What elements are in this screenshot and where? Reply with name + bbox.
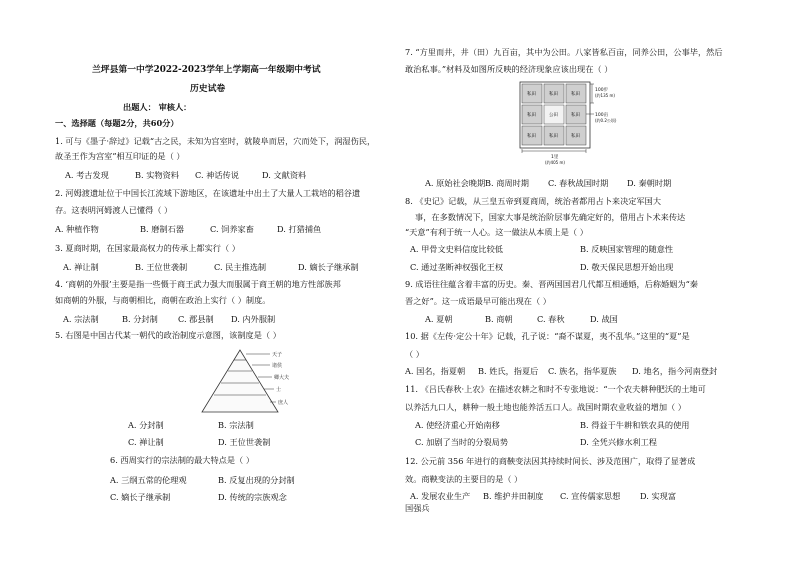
field-label: 私田: [571, 92, 580, 97]
pyramid-level-4: 士: [276, 387, 282, 393]
q1-line2: 故圣王作为宫室”相互印证的是（ ）: [55, 151, 185, 161]
q6-option-a[interactable]: A. 三纲五常的伦理观: [110, 475, 187, 485]
q8-line1: 8. 《史记》记载，从三皇五帝到夏商周，统治者都用占卜来决定军国大: [405, 196, 662, 206]
q8-line2: 事，在多数情况下，国家大事是统治阶层事先确定好的，借用占卜术来传达: [415, 212, 686, 222]
pyramid-outline: [202, 350, 278, 412]
pyramid-level-2: 诸侯: [272, 363, 283, 369]
label-100mu-sub: (约0.2公顷): [595, 118, 617, 123]
exam-title: 兰坪县第一中学2022-2023学年上学期高一年级期中考试: [92, 65, 321, 75]
q1-option-b[interactable]: B. 实物资料: [135, 170, 179, 180]
q12-option-d-cont: 国强兵: [405, 503, 430, 513]
field-label: 私田: [527, 134, 536, 139]
q6-option-d[interactable]: D. 传统的宗族观念: [218, 492, 287, 502]
q8-option-c[interactable]: C. 通过垄断神权强化王权: [410, 262, 504, 272]
q1-option-c[interactable]: C. 神话传说: [195, 170, 239, 180]
q11-option-a[interactable]: A. 使经济重心开始南移: [415, 420, 500, 430]
q6-option-c[interactable]: C. 嫡长子继承制: [110, 492, 171, 502]
label-100bu-sub: (约135 m): [595, 93, 615, 98]
q10-option-c[interactable]: C. 族名，指华夏族: [548, 366, 617, 376]
q9-line1: 9. 成语往往蕴含着丰富的历史。秦、晋两国国君几代都互相通婚，后称婚姻为“秦: [405, 279, 698, 289]
q4-option-c[interactable]: C. 郡县制: [178, 314, 214, 324]
q3-line1: 3. 夏商时期，在国家最高权力的传承上都实行（ ）: [55, 243, 240, 253]
section-title: 一、选择题（每题2分，共60分）: [55, 118, 179, 128]
q3-option-d[interactable]: D. 嫡长子继承制: [298, 262, 359, 272]
q2-option-a[interactable]: A. 种植作物: [55, 224, 99, 234]
q8-option-a[interactable]: A. 甲骨文史料信度比较低: [410, 244, 503, 254]
q9-option-b[interactable]: B. 商朝: [485, 314, 513, 324]
q1-option-a[interactable]: A. 考古发现: [65, 170, 109, 180]
q10-line1: 10. 据《左传·定公十年》记载，孔子说：“裔不谋夏，夷不乱华。”这里的“夏”是: [405, 331, 690, 341]
q12-line2: 效。商鞅变法的主要目的是（ ）: [405, 474, 523, 484]
q4-line2: 如商朝的外服，与商朝相比，商朝在政治上实行（ ）制度。: [55, 295, 271, 305]
q2-line2: 存。这表明河姆渡人已懂得（ ）: [55, 205, 173, 215]
q9-line2: 晋之好”。这一成语最早可能出现在（ ）: [405, 296, 551, 306]
q5-line1: 5. 右图是中国古代某一朝代的政治制度示意图，该制度是（ ）: [55, 330, 281, 340]
q7-line2: 敢治私事。”材料及如图所反映的经济现象应该出现在（ ）: [405, 64, 613, 74]
field-label: 私田: [527, 92, 536, 97]
q4-option-d[interactable]: D. 内外服制: [231, 314, 276, 324]
q7-option-a[interactable]: A. 原始社会晚期: [425, 178, 486, 188]
q9-option-d[interactable]: D. 战国: [590, 314, 618, 324]
q12-option-a[interactable]: A. 发展农业生产: [410, 491, 471, 501]
label-100bu: 100步: [595, 88, 609, 93]
q2-line1: 2. 河姆渡遗址位于中国长江流域下游地区，在该遗址中出土了大量人工栽培的稻谷遗: [55, 188, 361, 198]
field-label: 私田: [571, 113, 580, 118]
q5-option-b[interactable]: B. 宗法制: [218, 420, 254, 430]
q12-option-d[interactable]: D. 实现富: [640, 491, 677, 501]
q4-option-a[interactable]: A. 宗法制: [63, 314, 99, 324]
q9-option-a[interactable]: A. 夏朝: [425, 314, 453, 324]
q5-option-d[interactable]: D. 王位世袭制: [218, 437, 271, 447]
q2-option-b[interactable]: B. 磨制石器: [140, 224, 184, 234]
q8-option-d[interactable]: D. 敬天保民思想开始出现: [580, 262, 674, 272]
q3-option-c[interactable]: C. 民主推选制: [214, 262, 267, 272]
q3-option-b[interactable]: B. 王位世袭制: [135, 262, 188, 272]
q6-option-b[interactable]: B. 反复出现的分封制: [218, 475, 295, 485]
q7-option-c[interactable]: C. 春秋战国时期: [548, 178, 609, 188]
q12-option-c[interactable]: C. 宣传儒家思想: [560, 491, 621, 501]
q7-line1: 7. “方里而井，井（田）九百亩，其中为公田。八家皆私百亩，同养公田，公事毕，然后: [405, 47, 723, 57]
q10-line2: （ ）: [405, 349, 424, 359]
field-label: 私田: [549, 134, 558, 139]
q7-option-b[interactable]: B. 商周时期: [485, 178, 529, 188]
label-1li: 1里: [551, 155, 559, 160]
q3-option-a[interactable]: A. 禅让制: [63, 262, 99, 272]
q11-option-d[interactable]: D. 全凭兴修水利工程: [580, 437, 657, 447]
q10-option-a[interactable]: A. 国名，指夏朝: [405, 366, 466, 376]
q10-option-d[interactable]: D. 地名，指今河南登封: [632, 366, 718, 376]
q4-line1: 4. ‘商朝的外服’主要是指一些慑于商王武力强大而服属于商王朝的地方性部族邦: [55, 279, 341, 289]
field-label: 私田: [527, 113, 536, 118]
q12-line1: 12. 公元前 356 年进行的商鞅变法因其持续时间长、涉及范围广，取得了显著成: [405, 456, 696, 466]
political-system-pyramid: [200, 348, 310, 414]
q11-option-b[interactable]: B. 得益于牛耕和铁农具的使用: [580, 420, 690, 430]
q8-option-b[interactable]: B. 反映国家管理的随意性: [580, 244, 674, 254]
q7-option-d[interactable]: D. 秦朝时期: [627, 178, 672, 188]
subject-title: 历史试卷: [190, 84, 226, 94]
q11-option-c[interactable]: C. 加剧了当时的分裂局势: [415, 437, 509, 447]
q8-line3: “天意”有利于统一人心。这一做法从本质上是（ ）: [405, 227, 588, 237]
q11-line2: 以养活九口人，耕种一般土地也能养活五口人。战国时期农业收益的增加（ ）: [405, 402, 686, 412]
authors-line: 出题人： 审核人：: [123, 102, 192, 112]
label-1li-sub: (约405 m): [545, 160, 565, 165]
q9-option-c[interactable]: C. 春秋: [537, 314, 565, 324]
q5-option-a[interactable]: A. 分封制: [128, 420, 164, 430]
q2-option-c[interactable]: C. 饲养家畜: [210, 224, 254, 234]
q1-option-d[interactable]: D. 文献资料: [262, 170, 307, 180]
q11-line1: 11. 《吕氏春秋·上农》在描述农耕之和时不专张地说：“一个农夫耕种肥沃的土地可: [405, 384, 706, 394]
q4-option-b[interactable]: B. 分封制: [122, 314, 158, 324]
q2-option-d[interactable]: D. 打猎捕鱼: [277, 224, 322, 234]
q10-option-b[interactable]: B. 姓氏，指夏后: [478, 366, 539, 376]
pyramid-level-5: 庶人: [278, 400, 289, 406]
field-label: 公田: [549, 113, 558, 118]
q12-option-b[interactable]: B. 维护井田制度: [483, 491, 544, 501]
field-label: 私田: [571, 134, 580, 139]
q5-option-c[interactable]: C. 禅让制: [128, 437, 164, 447]
pyramid-level-3: 卿大夫: [274, 375, 290, 381]
field-label: 私田: [549, 92, 558, 97]
q6-line1: 6. 西周实行的宗法制的最大特点是（ ）: [110, 455, 255, 465]
pyramid-level-1: 天子: [272, 352, 283, 358]
q1-line1: 1. 可与《墨子·辞过》记载“古之民，未知为宫室时，就陵阜而居，穴而处下，润湿伤民，: [55, 136, 376, 146]
well-field-diagram: [518, 80, 658, 170]
label-100mu: 100亩: [595, 113, 609, 118]
